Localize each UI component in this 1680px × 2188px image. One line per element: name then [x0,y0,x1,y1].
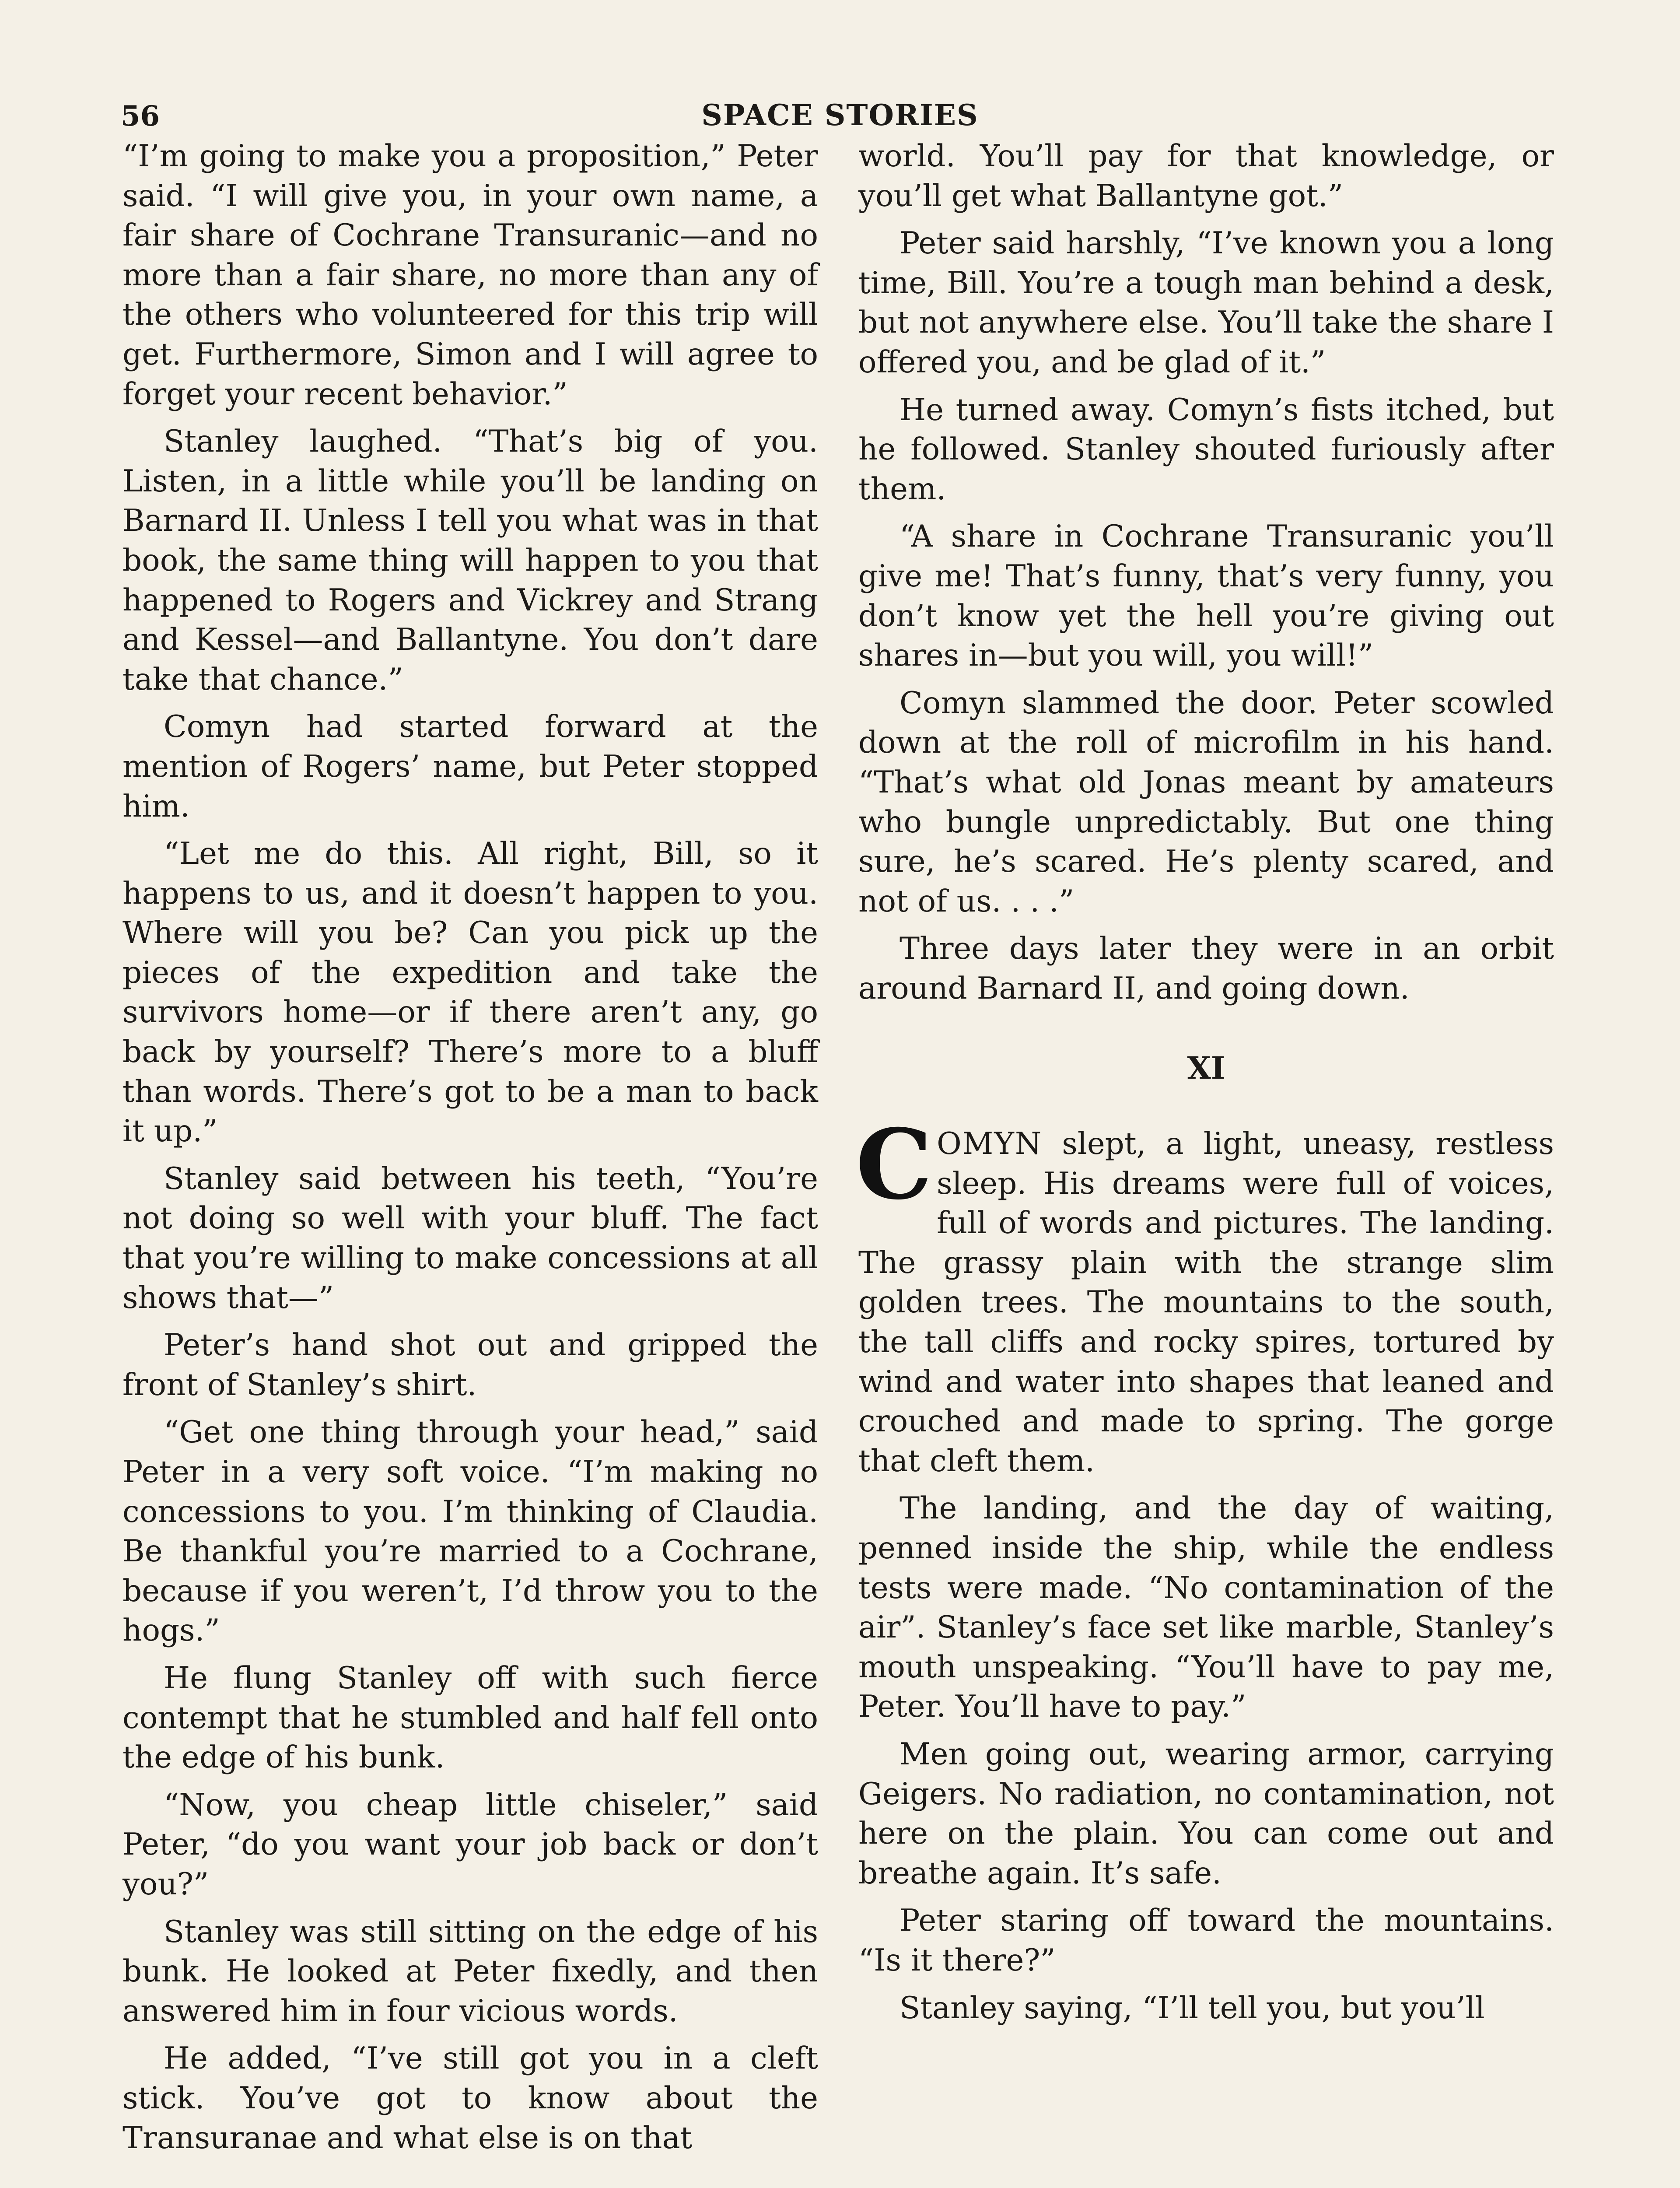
chapter-heading: XI [1187,1050,1225,1087]
paragraph: “A share in Cochrane Transuranic you’ll give me! That’s funny, that’s very funny, you don’t know yet the hell you’re giving out shares in—but you will, you will!” [858,519,1554,673]
paragraph: Three days later they were in an orbit around Barnard II, and going down. [858,931,1554,1006]
paragraph: world. You’ll pay for that knowledge, or you’ll get what Ballantyne got.” [858,139,1554,214]
first-word: OMYN [937,1126,1043,1162]
paragraph: He flung Stanley off with such fierce contempt that he stumbled and half fell onto the edge of his bunk. [122,1660,818,1775]
paragraph: Peter staring off toward the mountains. “Is it there?” [858,1903,1554,1978]
paragraph: Stanley said between his teeth, “You’re not doing so well with your bluff. The fact that you’re willing to make concessions at all shows that—” [122,1161,818,1315]
paragraph: The landing, and the day of waiting, penned inside the ship, while the endless tests were made. “No contamination of the air”. Stanley’s face set like marble, Stanley’s mouth unspeaking. “You’ll have to pay me, Peter. You’ll have to pay.” [858,1491,1554,1725]
paragraph: Peter said harshly, “I’ve known you a long time, Bill. You’re a tough man behind a desk, but not anywhere else. You’ll take the share I offered you, and be glad of it.” [858,226,1554,380]
paragraph-text: slept, a light, uneasy, restless sleep. His dreams were full of voices, full of words and pictures. The landing. The grassy plain with the strange slim golden trees. The mountains to the south, the tall cliffs and rocky spires, tortured by wind and water into shapes that leaned and crouched and made to spring. The gorge that cleft them. [858,1126,1554,1479]
paragraph: Peter’s hand shot out and gripped the front of Stanley’s shirt. [122,1328,818,1403]
running-title: SPACE STORIES [701,98,979,132]
chapter-opening-paragraph [856,1108,1554,1481]
paragraph: Comyn slammed the door. Peter scowled down at the roll of microfilm in his hand. “That’s what old Jonas meant by amateurs who bungle unpredictably. But one thing sure, he’s scared. He’s plenty scared, and not of us. . . .” [858,685,1554,919]
paragraph: Men going out, wearing armor, carrying Geigers. No radiation, no contamination, not here on the plain. You can come out and breathe again. It’s safe. [858,1736,1554,1891]
paragraph: “Get one thing through your head,” said Peter in a very soft voice. “I’m making no concessions to you. I’m thinking of Claudia. Be thankful you’re married to a Cochrane, because if you weren’t, I’d throw you to the hogs.” [122,1415,818,1648]
paragraph: Comyn had started forward at the mention of Rogers’ name, but Peter stopped him. [122,709,818,824]
paragraph: Stanley saying, “I’ll tell you, but you’ll [900,1990,1485,2026]
paragraph: Stanley was still sitting on the edge of his bunk. He looked at Peter fixedly, and then answered him in four vicious words. [122,1914,818,2029]
paragraph: “Let me do this. All right, Bill, so it happens to us, and it doesn’t happen to you. Where will you be? Can you pick up the pieces of the expedition and take the survivors home—or if there aren’t any, go back by yourself? There’s more to a bluff than words. There’s got to be a man to back it up.” [122,836,818,1149]
drop-cap: C [856,1108,933,1221]
paragraph: He added, “I’ve still got you in a cleft stick. You’ve got to know about the Transuranae and what else is on that [122,2041,818,2156]
left-column [122,137,818,2166]
paragraph: He turned away. Comyn’s fists itched, but he followed. Stanley shouted furiously after them. [858,392,1554,507]
page-number: 56 [121,100,160,133]
right-column [858,137,1554,2036]
paragraph: Stanley laughed. “That’s big of you. Listen, in a little while you’ll be landing on Barnard II. Unless I tell you what was in that book, the same thing will happen to you that happened to Rogers and Vickrey and Strang and Kessel—and Ballantyne. You don’t dare take that chance.” [122,424,818,697]
paragraph: “Now, you cheap little chiseler,” said Peter, “do you want your job back or don’t you?” [122,1787,818,1902]
paragraph: “I’m going to make you a proposition,” Peter said. “I will give you, in your own name, a fair share of Cochrane Transuranic—and no more than a fair share, no more than any of the others who volunteered for this trip will get. Furthermore, Simon and I will agree to forget your recent behavior.” [122,139,818,412]
